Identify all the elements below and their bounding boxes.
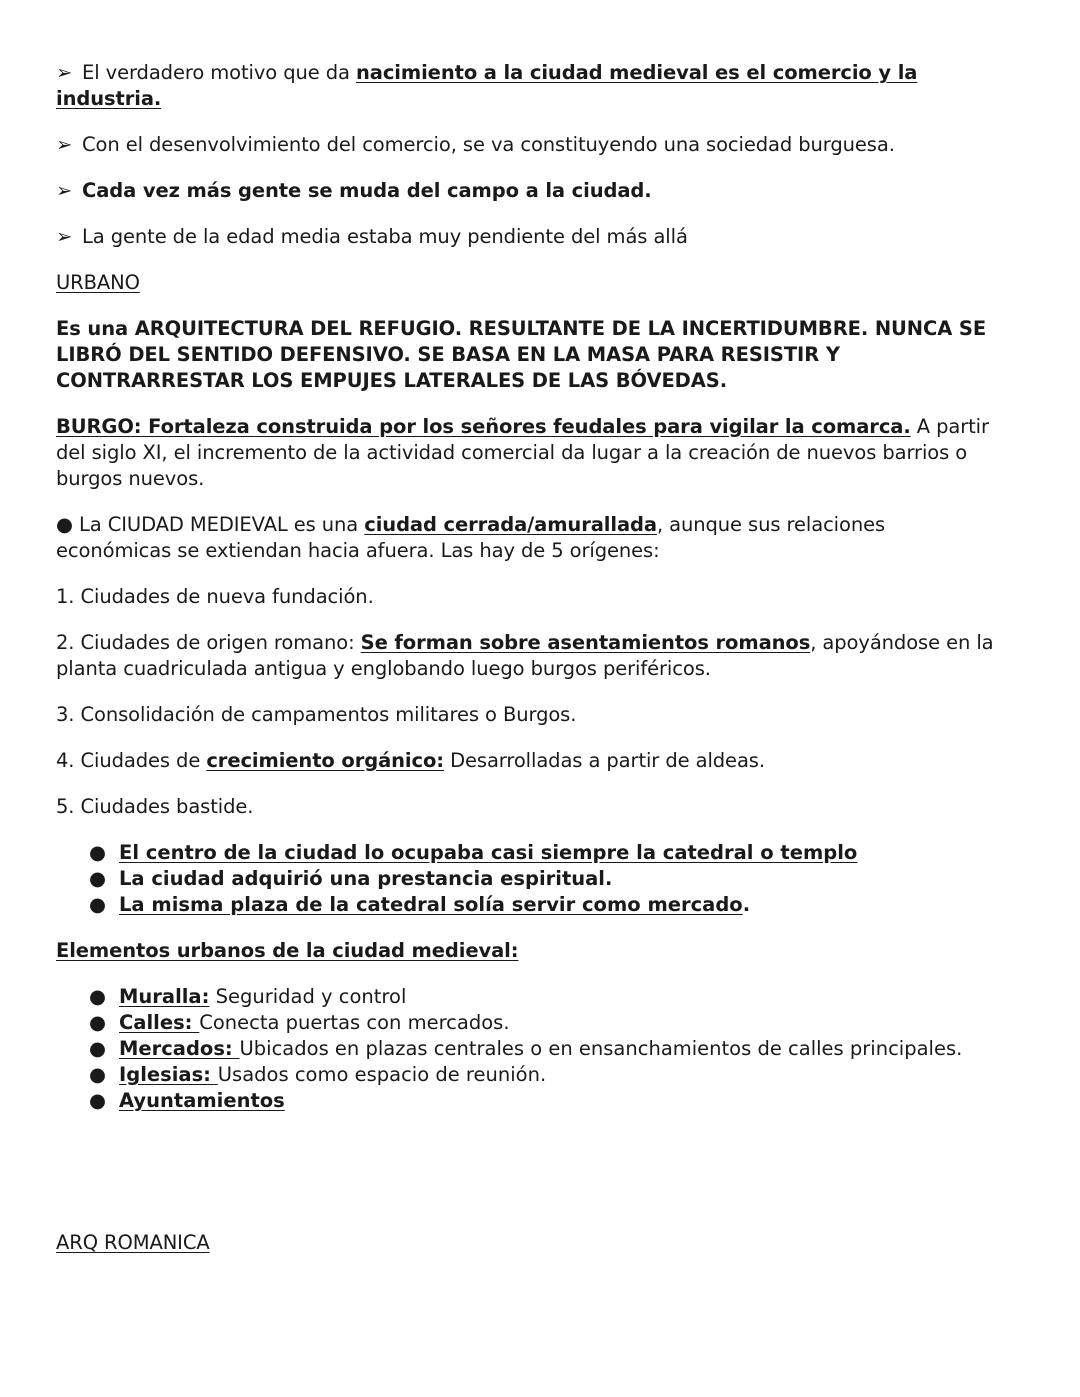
bullet-icon: ● bbox=[89, 1037, 107, 1060]
document-page bbox=[56, 60, 996, 1276]
origin-4-highlight: crecimiento orgánico: bbox=[206, 749, 444, 772]
spacer bbox=[56, 1134, 996, 1230]
intro-point-3-text: Cada vez más gente se muda del campo a la ciudad. bbox=[82, 179, 652, 202]
center-item-3-end: . bbox=[742, 893, 751, 916]
list-item bbox=[89, 840, 996, 866]
center-item-2: La ciudad adquirió una prestancia espiritual. bbox=[119, 867, 613, 890]
intro-point-3 bbox=[56, 178, 996, 204]
urbano-paragraph: Es una ARQUITECTURA DEL REFUGIO. RESULTANTE DE LA INCERTIDUMBRE. NUNCA SE LIBRÓ DEL SENTIDO DEFENSIVO. SE BASA EN LA MASA PARA RESISTIR Y CONTRARRESTAR LOS EMPUJES LATERALES DE LAS BÓVEDAS. bbox=[56, 317, 987, 392]
list-item bbox=[89, 984, 996, 1010]
origin-2-pre: 2. Ciudades de origen romano: bbox=[56, 631, 361, 654]
ayuntamientos-label: Ayuntamientos bbox=[119, 1089, 285, 1112]
intro-point-2 bbox=[56, 132, 996, 158]
ciudad-post: , aunque sus relaciones económicas se extiendan hacia afuera. Las hay de 5 orígenes: bbox=[56, 513, 886, 562]
origin-4 bbox=[56, 748, 996, 774]
arrow-bullet-icon: ➢ bbox=[56, 179, 73, 202]
center-item-3: La misma plaza de la catedral solía servir como mercado bbox=[119, 893, 743, 916]
bullet-icon: ● bbox=[89, 1063, 107, 1086]
origin-1: 1. Ciudades de nueva fundación. bbox=[56, 585, 374, 608]
arrow-bullet-icon: ➢ bbox=[56, 133, 73, 156]
muralla-text: Seguridad y control bbox=[209, 985, 407, 1008]
list-item bbox=[89, 866, 996, 892]
bullet-icon: ● bbox=[56, 513, 73, 536]
list-item bbox=[89, 1036, 996, 1062]
bullet-icon: ● bbox=[89, 985, 107, 1008]
intro-point-4-text: La gente de la edad media estaba muy pendiente del más allá bbox=[82, 225, 688, 248]
bullet-icon: ● bbox=[89, 841, 107, 864]
origin-3: 3. Consolidación de campamentos militares o Burgos. bbox=[56, 703, 577, 726]
list-item bbox=[89, 1062, 996, 1088]
elements-heading: Elementos urbanos de la ciudad medieval: bbox=[56, 939, 519, 962]
arrow-bullet-icon: ➢ bbox=[56, 61, 73, 84]
origin-2-post: , apoyándose en la planta cuadriculada antigua y englobando luego burgos periféricos. bbox=[56, 631, 994, 680]
origin-5: 5. Ciudades bastide. bbox=[56, 795, 254, 818]
elements-list bbox=[56, 984, 996, 1114]
origin-2 bbox=[56, 630, 996, 682]
bullet-icon: ● bbox=[89, 1089, 107, 1112]
origin-2-highlight: Se forman sobre asentamientos romanos bbox=[360, 631, 811, 654]
list-item bbox=[89, 1010, 996, 1036]
arq-romanica-heading: ARQ ROMANICA bbox=[56, 1231, 210, 1254]
list-item bbox=[89, 1088, 996, 1114]
iglesias-text: Usados como espacio de reunión. bbox=[217, 1063, 547, 1086]
list-item bbox=[89, 892, 996, 918]
calles-text: Conecta puertas con mercados. bbox=[199, 1011, 510, 1034]
intro-point-1-text: El verdadero motivo que da bbox=[82, 61, 356, 84]
mercados-text: Ubicados en plazas centrales o en ensanchamientos de calles principales. bbox=[239, 1037, 963, 1060]
bullet-icon: ● bbox=[89, 893, 107, 916]
origin-4-post: Desarrolladas a partir de aldeas. bbox=[443, 749, 765, 772]
calles-label: Calles: bbox=[119, 1011, 200, 1034]
iglesias-label: Iglesias: bbox=[119, 1063, 218, 1086]
center-list bbox=[56, 840, 996, 918]
bullet-icon: ● bbox=[89, 867, 107, 890]
intro-point-1-highlight: nacimiento a la ciudad medieval es el comercio y la industria. bbox=[56, 61, 918, 110]
intro-point-4 bbox=[56, 224, 996, 250]
ciudad-pre: La CIUDAD MEDIEVAL es una bbox=[72, 513, 365, 536]
ciudad-paragraph bbox=[56, 512, 996, 564]
origin-4-pre: 4. Ciudades de bbox=[56, 749, 207, 772]
burgo-paragraph bbox=[56, 414, 996, 492]
bullet-icon: ● bbox=[89, 1011, 107, 1034]
center-item-1: El centro de la ciudad lo ocupaba casi siempre la catedral o templo bbox=[119, 841, 858, 864]
intro-point-1 bbox=[56, 60, 996, 112]
burgo-text: A partir del siglo XI, el incremento de la actividad comercial da lugar a la creación de nuevos barrios o burgos nuevos. bbox=[56, 415, 989, 490]
burgo-definition: BURGO: Fortaleza construida por los señores feudales para vigilar la comarca. bbox=[56, 415, 911, 438]
mercados-label: Mercados: bbox=[119, 1037, 240, 1060]
arrow-bullet-icon: ➢ bbox=[56, 225, 73, 248]
intro-point-2-text: Con el desenvolvimiento del comercio, se va constituyendo una sociedad burguesa. bbox=[82, 133, 895, 156]
urbano-heading: URBANO bbox=[56, 271, 140, 294]
ciudad-highlight: ciudad cerrada/amurallada bbox=[364, 513, 657, 536]
muralla-label: Muralla: bbox=[119, 985, 210, 1008]
